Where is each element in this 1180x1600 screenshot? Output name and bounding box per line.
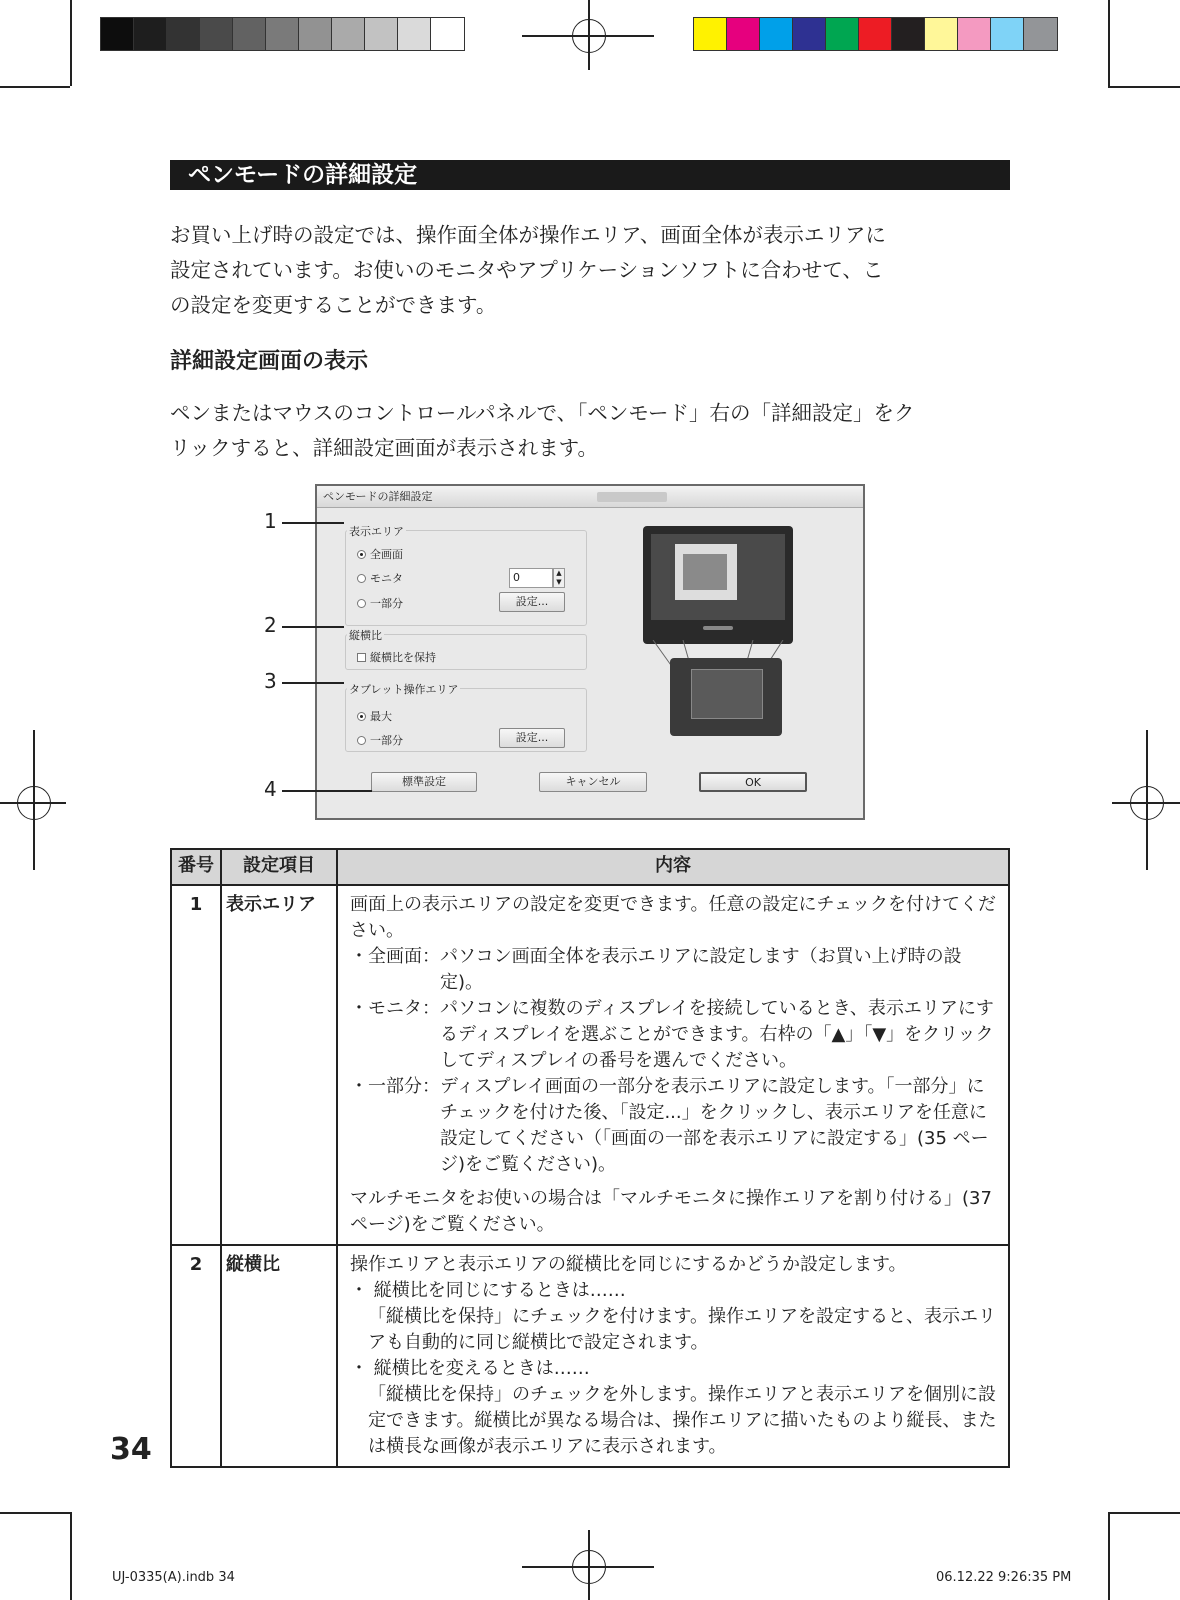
radio-icon (357, 574, 366, 583)
radio-label: モニタ (370, 572, 403, 585)
row-description (337, 1245, 1009, 1467)
dialog-title-blurred-text (597, 492, 667, 502)
color-swatch (727, 18, 760, 50)
color-swatch (200, 18, 233, 50)
monitor-illustration-icon (643, 526, 793, 644)
callout-line (282, 626, 344, 628)
intro-line: お買い上げ時の設定では、操作面全体が操作エリア、画面全体が表示エリアに (170, 223, 886, 247)
color-swatch (266, 18, 299, 50)
bullet-item (350, 996, 998, 1074)
radio-label: 全画面 (370, 548, 403, 561)
monitor-number-spinner[interactable]: 0 (509, 568, 553, 588)
bullet-key: ・全画面： (350, 946, 440, 967)
radio-icon (357, 599, 366, 608)
bullet-key: ・一部分： (350, 1076, 440, 1097)
aspect-label: 縦横比 (349, 629, 382, 642)
table-row (171, 885, 1009, 1245)
row-number: 1 (171, 885, 221, 1245)
bullet-item (350, 1074, 998, 1178)
callout-number: 4 (264, 777, 277, 801)
intro-line: の設定を変更することができます。 (170, 293, 497, 317)
bullet-text: ディスプレイ画面の一部分を表示エリアに設定します。「一部分」にチェックを付けた後、「設定...」をクリックし、表示エリアを任意に設定してください（「画面の一部を表示エリアに設定する」(35 ページ)をご覧ください)。 (440, 1076, 989, 1175)
crop-mark (1108, 1512, 1180, 1514)
radio-icon (357, 736, 366, 745)
footer-file-info: UJ-0335(A).indb 34 (112, 1570, 235, 1585)
radio-monitor[interactable] (357, 570, 403, 586)
tablet-area-setting-button[interactable]: 設定... (499, 728, 565, 748)
color-swatch (365, 18, 398, 50)
crop-mark (1108, 86, 1180, 88)
page-number: 34 (110, 1432, 152, 1467)
display-area-setting-button[interactable]: 設定... (499, 592, 565, 612)
table-header-row (171, 849, 1009, 885)
display-area-label: 表示エリア (349, 525, 404, 538)
screen-window-content (683, 554, 727, 590)
bullet-item (350, 944, 998, 996)
color-swatch (233, 18, 266, 50)
header-item: 設定項目 (221, 849, 337, 885)
bullet-heading: ・ 縦横比を変えるときは…… (350, 1358, 590, 1379)
subheading: 詳細設定画面の表示 (170, 349, 369, 374)
bullet-text: 「縦横比を保持」のチェックを外します。操作エリアと表示エリアを個別に設定できます。縦横比が異なる場合は、操作エリアに描いたものより縦長、または横長な画像が表示エリアに表示されます。 (368, 1384, 997, 1457)
header-content: 内容 (337, 849, 1009, 885)
radio-partial-tablet[interactable] (357, 732, 403, 748)
callout-number: 2 (264, 613, 277, 637)
keep-aspect-checkbox[interactable] (357, 649, 436, 665)
color-swatch (167, 18, 200, 50)
crop-mark (70, 1512, 72, 1600)
tablet-illustration-icon (670, 658, 782, 736)
color-swatch (826, 18, 859, 50)
callout-line (282, 682, 344, 684)
intro-paragraph (170, 218, 1020, 323)
radio-label: 一部分 (370, 734, 403, 747)
crop-mark (1108, 1512, 1110, 1600)
callout-line (282, 522, 344, 524)
color-swatch (431, 18, 464, 50)
row-description (337, 885, 1009, 1245)
color-swatch (892, 18, 925, 50)
description-note: マルチモニタをお使いの場合は「マルチモニタに操作エリアを割り付ける」(37 ページ)をご覧ください。 (350, 1188, 992, 1235)
color-swatch (760, 18, 793, 50)
instruction-paragraph (170, 396, 1020, 466)
description-text: 画面上の表示エリアの設定を変更できます。任意の設定にチェックを付けてください。 (350, 894, 997, 941)
default-button[interactable]: 標準設定 (371, 772, 477, 792)
section-title: ペンモードの詳細設定 (170, 160, 1010, 190)
checkbox-label: 縦横比を保持 (370, 651, 436, 664)
ok-button[interactable]: OK (699, 772, 807, 792)
color-swatch (793, 18, 826, 50)
radio-label: 一部分 (370, 597, 403, 610)
callout-number: 3 (264, 669, 277, 693)
color-swatch (958, 18, 991, 50)
row-item: 縦横比 (221, 1245, 337, 1467)
callout-line (282, 790, 372, 792)
instruction-line: リックすると、詳細設定画面が表示されます。 (170, 436, 599, 460)
bullet-heading: ・ 縦横比を同じにするときは…… (350, 1280, 626, 1301)
table-row (171, 1245, 1009, 1467)
radio-max[interactable] (357, 708, 392, 724)
radio-label: 最大 (370, 710, 392, 723)
callout-number: 1 (264, 509, 277, 533)
bullet-text: 「縦横比を保持」にチェックを付けます。操作エリアを設定すると、表示エリアも自動的に同じ縦横比で設定されます。 (368, 1306, 997, 1353)
spinner-arrows-icon[interactable]: ▲ ▼ (553, 568, 565, 588)
row-number: 2 (171, 1245, 221, 1467)
color-swatch (134, 18, 167, 50)
bullet-text: パソコンに複数のディスプレイを接続しているとき、表示エリアにするディスプレイを選ぶことができます。右枠の「▲」「▼」をクリックしてディスプレイの番号を選んでください。 (440, 998, 994, 1071)
row-item: 表示エリア (221, 885, 337, 1245)
crop-mark (0, 1512, 70, 1514)
radio-full-screen[interactable] (357, 546, 403, 562)
color-swatch (859, 18, 892, 50)
intro-line: 設定されています。お使いのモニタやアプリケーションソフトに合わせて、こ (170, 258, 884, 282)
crop-mark (70, 0, 72, 86)
checkbox-icon (357, 653, 366, 662)
crop-mark (0, 86, 70, 88)
header-number: 番号 (171, 849, 221, 885)
crop-mark (1108, 0, 1110, 86)
color-swatch (925, 18, 958, 50)
color-swatch (991, 18, 1024, 50)
color-swatch (398, 18, 431, 50)
radio-partial[interactable] (357, 595, 403, 611)
tablet-area-label: タブレット操作エリア (349, 683, 459, 696)
dialog-title: ペンモードの詳細設定 (317, 486, 863, 508)
instruction-line: ペンまたはマウスのコントロールパネルで、「ペンモード」右の「詳細設定」をク (170, 401, 915, 425)
bullet-text: パソコン画面全体を表示エリアに設定します（お買い上げ時の設定)。 (440, 946, 962, 993)
color-swatch (694, 18, 727, 50)
tablet-active-area (691, 669, 763, 719)
settings-table (170, 848, 1010, 1468)
color-swatch (101, 18, 134, 50)
color-swatch (1024, 18, 1057, 50)
monitor-buttons (703, 626, 733, 630)
color-swatch (299, 18, 332, 50)
bullet-key: ・モニタ： (350, 998, 440, 1019)
radio-selected-icon (357, 712, 366, 721)
monitor-screen (651, 534, 785, 620)
radio-selected-icon (357, 550, 366, 559)
color-swatch (332, 18, 365, 50)
cancel-button[interactable]: キャンセル (539, 772, 647, 792)
footer-timestamp: 06.12.22 9:26:35 PM (936, 1570, 1072, 1585)
description-text: 操作エリアと表示エリアの縦横比を同じにするかどうか設定します。 (350, 1254, 907, 1275)
